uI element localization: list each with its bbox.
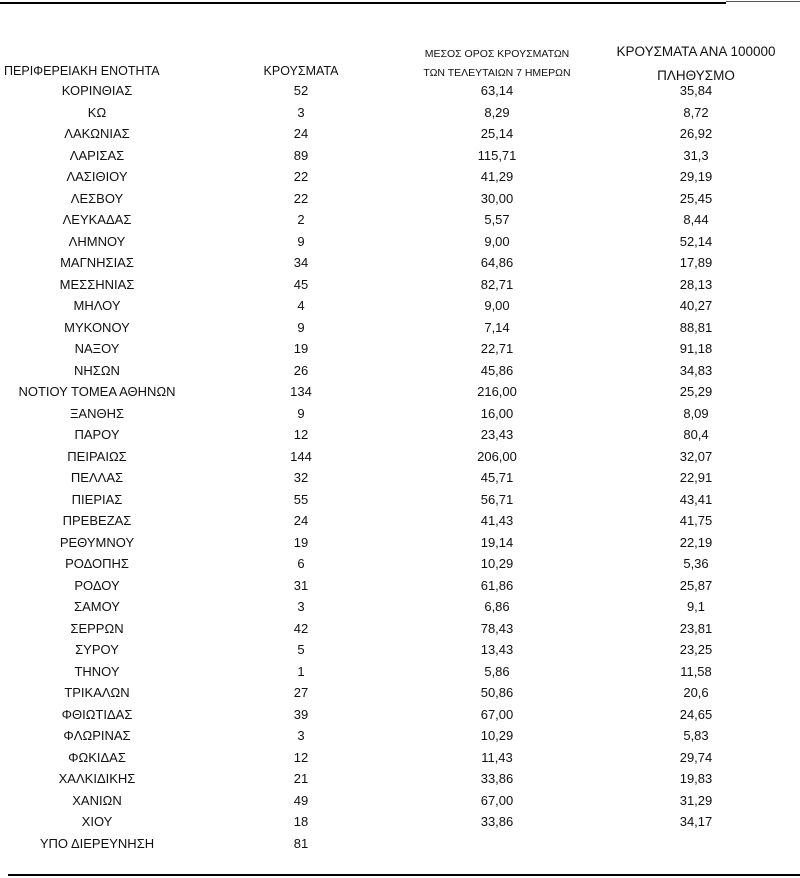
per100k-cell: 43,41 <box>679 491 713 507</box>
avg-cell: 11,43 <box>481 749 513 765</box>
per100k-cell: 35,84 <box>679 83 713 98</box>
table-row <box>0 640 800 662</box>
top-rule-right <box>726 1 800 2</box>
avg-cell: 67,00 <box>480 706 514 722</box>
table-row <box>0 468 800 490</box>
avg-cell: 9,00 <box>484 233 510 249</box>
per100k-cell: 31,3 <box>683 147 709 163</box>
cases-cell: 22 <box>293 190 309 206</box>
cases-cell: 27 <box>293 685 309 700</box>
table-row <box>0 447 800 469</box>
avg-cell: 10,29 <box>480 556 514 571</box>
table-row <box>0 210 800 232</box>
per100k-cell: 23,25 <box>679 642 713 657</box>
avg-cell: 33,86 <box>480 814 514 829</box>
avg-cell: 5,86 <box>484 663 510 679</box>
cases-cell: 12 <box>293 427 309 442</box>
table-row <box>0 189 800 211</box>
table-row <box>0 748 800 770</box>
table-row <box>0 361 800 383</box>
cases-cell: 52 <box>293 83 309 98</box>
region-cell: ΞΑΝΘΗΣ <box>69 405 125 421</box>
cases-table-body <box>0 81 800 855</box>
per100k-cell: 25,45 <box>679 190 713 206</box>
cases-cell: 1 <box>297 663 305 679</box>
table-row <box>0 812 800 834</box>
region-cell: ΠΙΕΡΙΑΣ <box>71 491 123 507</box>
avg-cell: 22,71 <box>480 341 514 356</box>
cases-cell: 34 <box>293 255 309 270</box>
region-cell: ΠΕΛΛΑΣ <box>70 470 124 485</box>
per100k-cell: 34,83 <box>679 362 713 378</box>
region-cell: ΚΟΡΙΝΘΙΑΣ <box>61 83 133 98</box>
per100k-cell: 25,87 <box>679 577 713 593</box>
cases-cell: 144 <box>290 448 312 464</box>
table-row <box>0 705 800 727</box>
avg-cell: 13,43 <box>480 642 514 657</box>
cases-cell: 42 <box>293 620 309 636</box>
cases-cell: 81 <box>293 835 309 851</box>
table-row <box>0 554 800 576</box>
per100k-cell: 40,27 <box>679 298 713 313</box>
header-avg-line2: ΤΩΝ ΤΕΛΕΥΤΑΙΩΝ 7 ΗΜΕΡΩΝ <box>423 67 571 79</box>
region-cell: ΠΕΙΡΑΙΩΣ <box>67 448 127 464</box>
avg-cell: 5,57 <box>484 212 510 227</box>
region-cell: ΜΕΣΣΗΝΙΑΣ <box>59 276 135 292</box>
table-row <box>0 726 800 748</box>
region-cell: ΧΑΝΙΩΝ <box>72 792 122 808</box>
region-cell: ΡΟΔΟΥ <box>74 577 120 593</box>
per100k-cell: 19,83 <box>679 771 713 786</box>
region-cell: ΣΑΜΟΥ <box>74 599 120 614</box>
table-row <box>0 103 800 125</box>
table-row <box>0 834 800 856</box>
per100k-cell: 17,89 <box>679 255 713 270</box>
per100k-cell: 8,72 <box>683 104 709 120</box>
per100k-cell: 32,07 <box>679 448 713 464</box>
table-row <box>0 597 800 619</box>
avg-cell: 82,71 <box>480 276 514 292</box>
table-row <box>0 619 800 641</box>
avg-cell: 9,00 <box>484 298 510 313</box>
region-cell: ΧΙΟΥ <box>81 814 113 829</box>
table-row <box>0 576 800 598</box>
per100k-cell: 5,36 <box>683 556 709 571</box>
table-row <box>0 296 800 318</box>
header-cases: ΚΡΟΥΣΜΑΤΑ <box>263 64 339 78</box>
bottom-rule <box>8 874 800 876</box>
cases-cell: 32 <box>293 470 309 485</box>
avg-cell: 45,86 <box>480 362 514 378</box>
cases-cell: 55 <box>293 491 309 507</box>
cases-cell: 12 <box>293 749 309 765</box>
avg-cell: 23,43 <box>480 427 514 442</box>
per100k-cell: 91,18 <box>679 341 713 356</box>
table-row <box>0 683 800 705</box>
avg-cell: 16,00 <box>480 405 514 421</box>
cases-cell: 45 <box>293 276 309 292</box>
per100k-cell: 28,13 <box>679 276 713 292</box>
region-cell: ΜΑΓΝΗΣΙΑΣ <box>60 255 134 270</box>
table-row <box>0 533 800 555</box>
cases-cell: 9 <box>297 319 305 335</box>
avg-cell: 10,29 <box>480 728 514 743</box>
table-row <box>0 662 800 684</box>
table-row <box>0 511 800 533</box>
avg-cell: 216,00 <box>477 384 517 399</box>
region-cell: ΦΘΙΩΤΙΔΑΣ <box>61 706 133 722</box>
avg-cell: 41,29 <box>480 169 514 184</box>
per100k-cell: 24,65 <box>679 706 713 722</box>
cases-cell: 26 <box>293 362 309 378</box>
per100k-cell: 23,81 <box>679 620 713 636</box>
region-cell: ΛΑΡΙΣΑΣ <box>69 147 125 163</box>
per100k-cell: 22,19 <box>679 534 713 550</box>
table-row <box>0 146 800 168</box>
table-row <box>0 275 800 297</box>
per100k-cell: 34,17 <box>679 814 713 829</box>
cases-cell: 39 <box>293 706 309 722</box>
region-cell: ΝΟΤΙΟΥ ΤΟΜΕΑ ΑΘΗΝΩΝ <box>18 384 176 399</box>
region-cell: ΧΑΛΚΙΔΙΚΗΣ <box>58 771 136 786</box>
cases-cell: 21 <box>293 771 309 786</box>
region-cell: ΚΩ <box>87 104 107 120</box>
per100k-cell: 25,29 <box>679 384 713 399</box>
per100k-cell: 41,75 <box>679 513 713 528</box>
region-cell: ΥΠΟ ΔΙΕΡΕΥΝΗΣΗ <box>39 835 155 851</box>
table-row <box>0 124 800 146</box>
header-per100k-line2: ΠΛΗΘΥΣΜΟ <box>657 68 735 83</box>
avg-cell: 45,71 <box>480 470 514 485</box>
cases-cell: 6 <box>297 556 305 571</box>
avg-cell: 206,00 <box>477 448 517 464</box>
per100k-cell: 80,4 <box>683 427 709 442</box>
table-row <box>0 232 800 254</box>
cases-cell: 49 <box>293 792 309 808</box>
per100k-cell: 9,1 <box>686 599 706 614</box>
cases-cell: 19 <box>293 534 309 550</box>
per100k-cell: 22,91 <box>679 470 713 485</box>
table-row <box>0 339 800 361</box>
cases-cell: 2 <box>297 212 305 227</box>
cases-cell: 31 <box>293 577 309 593</box>
per100k-cell: 20,6 <box>683 685 709 700</box>
table-row <box>0 425 800 447</box>
region-cell: ΣΕΡΡΩΝ <box>70 620 124 636</box>
cases-cell: 22 <box>293 169 309 184</box>
region-cell: ΠΡΕΒΕΖΑΣ <box>62 513 132 528</box>
avg-cell: 50,86 <box>480 685 514 700</box>
per100k-cell: 88,81 <box>679 319 713 335</box>
cases-cell: 24 <box>293 126 309 141</box>
cases-cell: 5 <box>297 642 305 657</box>
top-rule <box>0 2 726 4</box>
region-cell: ΛΕΣΒΟΥ <box>70 190 124 206</box>
table-row <box>0 769 800 791</box>
avg-cell: 56,71 <box>480 491 514 507</box>
table-row <box>0 791 800 813</box>
per100k-cell: 5,83 <box>683 728 709 743</box>
region-cell: ΤΡΙΚΑΛΩΝ <box>64 685 130 700</box>
avg-cell: 33,86 <box>480 771 514 786</box>
table-row <box>0 167 800 189</box>
table-row <box>0 81 800 103</box>
region-cell: ΤΗΝΟΥ <box>74 663 120 679</box>
avg-cell: 6,86 <box>484 599 510 614</box>
cases-cell: 24 <box>293 513 309 528</box>
region-cell: ΛΑΚΩΝΙΑΣ <box>64 126 130 141</box>
table-row <box>0 253 800 275</box>
avg-cell: 67,00 <box>480 792 514 808</box>
region-cell: ΝΗΣΩΝ <box>74 362 120 378</box>
avg-cell: 41,43 <box>480 513 514 528</box>
per100k-cell: 26,92 <box>679 126 713 141</box>
header-region: ΠΕΡΙΦΕΡΕΙΑΚΗ ΕΝΟΤΗΤΑ <box>4 64 160 78</box>
region-cell: ΠΑΡΟΥ <box>74 427 120 442</box>
region-cell: ΜΥΚΟΝΟΥ <box>64 319 130 335</box>
cases-cell: 9 <box>297 233 305 249</box>
per100k-cell: 8,09 <box>683 405 709 421</box>
region-cell: ΛΕΥΚΑΔΑΣ <box>62 212 132 227</box>
per100k-cell: 29,74 <box>679 749 713 765</box>
cases-cell: 134 <box>290 384 312 399</box>
region-cell: ΡΟΔΟΠΗΣ <box>65 556 129 571</box>
region-cell: ΛΑΣΙΘΙΟΥ <box>66 169 128 184</box>
cases-cell: 3 <box>297 728 305 743</box>
per100k-cell: 29,19 <box>679 169 713 184</box>
cases-cell: 3 <box>297 104 305 120</box>
header-avg-line1: ΜΕΣΟΣ ΟΡΟΣ ΚΡΟΥΣΜΑΤΩΝ <box>424 48 570 60</box>
region-cell: ΜΗΛΟΥ <box>73 298 121 313</box>
avg-cell: 25,14 <box>480 126 514 141</box>
cases-cell: 19 <box>293 341 309 356</box>
per100k-cell: 8,44 <box>683 212 709 227</box>
region-cell: ΦΩΚΙΔΑΣ <box>68 749 126 765</box>
avg-cell: 30,00 <box>480 190 514 206</box>
region-cell: ΣΥΡΟΥ <box>75 642 119 657</box>
header-per100k-line1: ΚΡΟΥΣΜΑΤΑ ΑΝΑ 100000 <box>616 44 776 59</box>
avg-cell: 61,86 <box>480 577 514 593</box>
avg-cell: 7,14 <box>484 319 510 335</box>
cases-cell: 89 <box>293 147 309 163</box>
region-cell: ΛΗΜΝΟΥ <box>68 233 126 249</box>
cases-cell: 9 <box>297 405 305 421</box>
avg-cell: 64,86 <box>480 255 514 270</box>
table-row <box>0 490 800 512</box>
avg-cell: 78,43 <box>480 620 514 636</box>
region-cell: ΡΕΘΥΜΝΟΥ <box>59 534 135 550</box>
per100k-cell: 11,58 <box>680 663 712 679</box>
header-avg-7-days <box>398 45 596 83</box>
table-row <box>0 318 800 340</box>
region-cell: ΦΛΩΡΙΝΑΣ <box>63 728 131 743</box>
avg-cell: 63,14 <box>480 83 514 98</box>
table-row <box>0 382 800 404</box>
table-row <box>0 404 800 426</box>
avg-cell: 115,71 <box>477 147 517 163</box>
per100k-cell: 52,14 <box>679 233 713 249</box>
cases-cell: 3 <box>297 599 305 614</box>
region-cell: ΝΑΞΟΥ <box>74 341 120 356</box>
cases-cell: 18 <box>293 814 309 829</box>
avg-cell: 8,29 <box>484 104 510 120</box>
per100k-cell: 31,29 <box>679 792 713 808</box>
avg-cell: 19,14 <box>480 534 514 550</box>
cases-cell: 4 <box>297 298 305 313</box>
